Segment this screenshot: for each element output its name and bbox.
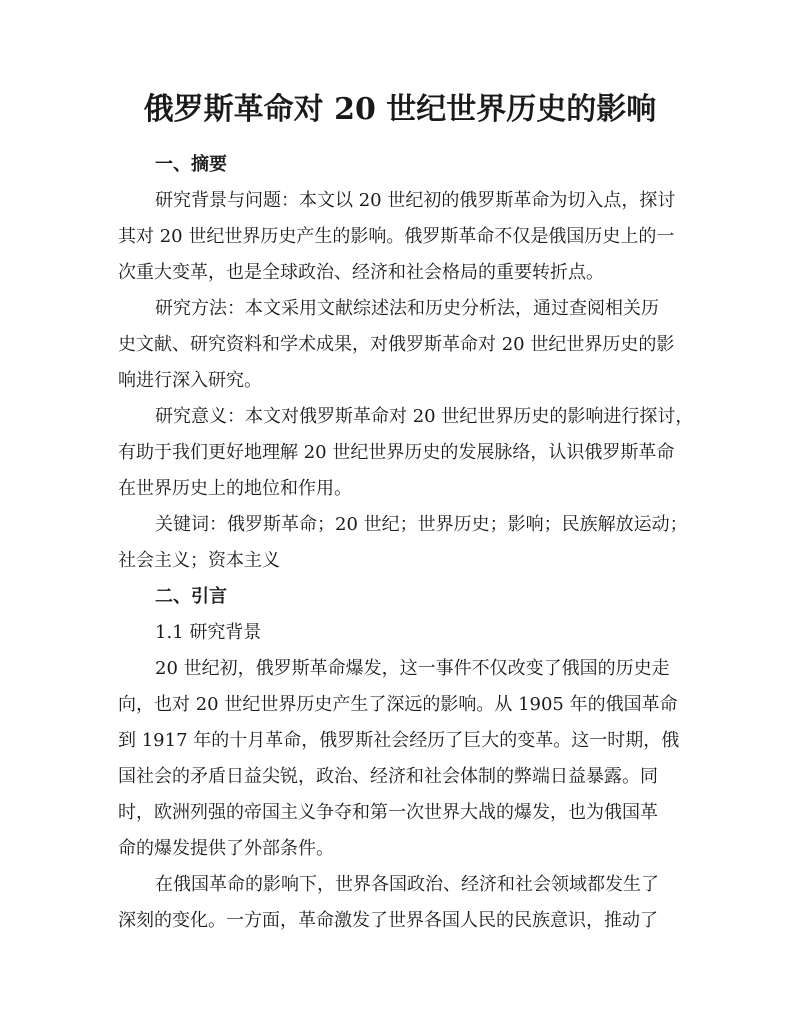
intro-p1-line6: 命的爆发提供了外部条件。: [118, 838, 334, 859]
abstract-p1-line1: 研究背景与问题：本文以 20 世纪初的俄罗斯革命为切入点，探讨: [155, 190, 676, 211]
intro-p2-line2: 深刻的变化。一方面，革命激发了世界各国人民的民族意识，推动了: [118, 910, 658, 931]
abstract-p2-line2: 史文献、研究资料和学术成果，对俄罗斯革命对 20 世纪世界历史的影: [118, 334, 675, 355]
keywords-line2: 社会主义；资本主义: [118, 550, 280, 571]
abstract-p3-line3: 在世界历史上的地位和作用。: [118, 478, 352, 499]
abstract-section: [118, 147, 694, 939]
keywords-line1: 关键词：俄罗斯革命；20 世纪；世界历史；影响；民族解放运动；: [155, 514, 688, 535]
abstract-p2-line1: 研究方法：本文采用文献综述法和历史分析法，通过查阅相关历: [155, 298, 659, 319]
abstract-p1-line3: 次重大变革，也是全球政治、经济和社会格局的重要转折点。: [118, 262, 604, 283]
abstract-heading: 一、摘要: [155, 154, 227, 175]
abstract-p1-line2: 其对 20 世纪世界历史产生的影响。俄罗斯革命不仅是俄国历史上的一: [118, 226, 675, 247]
intro-p1-line5: 时，欧洲列强的帝国主义争夺和第一次世界大战的爆发，也为俄国革: [118, 802, 658, 823]
intro-p1-line2: 向，也对 20 世纪世界历史产生了深远的影响。从 1905 年的俄国革命: [118, 694, 678, 715]
abstract-p3-line1: 研究意义：本文对俄罗斯革命对 20 世纪世界历史的影响进行探讨，: [155, 406, 694, 427]
document-title: 俄罗斯革命对 20 世纪世界历史的影响: [143, 92, 657, 127]
intro-subheading: 1.1 研究背景: [155, 622, 262, 643]
intro-p1-line3: 到 1917 年的十月革命，俄罗斯社会经历了巨大的变革。这一时期，俄: [118, 730, 680, 751]
abstract-p2-line3: 响进行深入研究。: [118, 370, 262, 391]
abstract-p3-line2: 有助于我们更好地理解 20 世纪世界历史的发展脉络，认识俄罗斯革命: [118, 442, 675, 463]
intro-p2-line1: 在俄国革命的影响下，世界各国政治、经济和社会领域都发生了: [155, 874, 659, 895]
intro-p1-line1: 20 世纪初，俄罗斯革命爆发，这一事件不仅改变了俄国的历史走: [155, 658, 670, 679]
intro-p1-line4: 国社会的矛盾日益尖锐，政治、经济和社会体制的弊端日益暴露。同: [118, 766, 658, 787]
intro-heading: 二、引言: [155, 586, 227, 607]
